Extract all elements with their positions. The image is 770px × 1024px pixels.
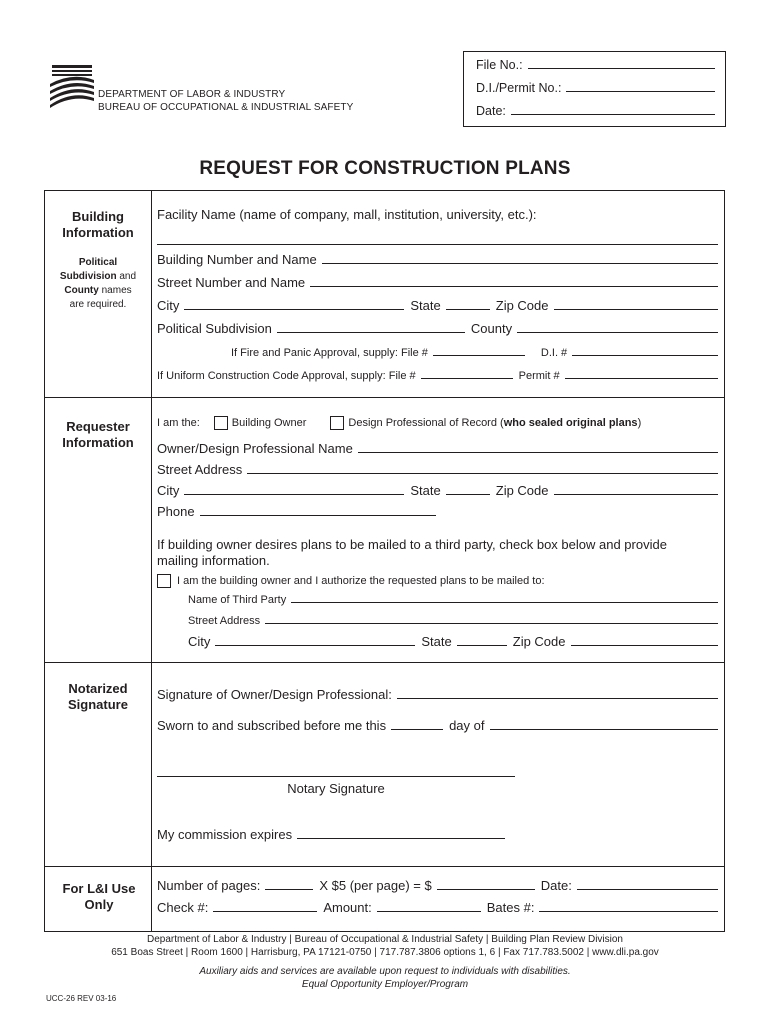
third-party-name-label: Name of Third Party [188, 594, 287, 606]
county-label: County [470, 321, 513, 336]
ucc-row[interactable] [157, 370, 718, 382]
requester-section-label: Requester Information [62, 419, 134, 450]
state-label: State [410, 483, 441, 498]
permit-label: Permit # [518, 370, 560, 382]
authorize-checkbox[interactable] [157, 574, 171, 588]
notary-signature-line[interactable] [157, 776, 515, 777]
note-political: Political [78, 257, 118, 268]
street-number-label: Street Number and Name [157, 275, 306, 290]
agency-name [98, 88, 353, 114]
check-amount-row[interactable] [157, 900, 718, 915]
political-county-row[interactable] [157, 321, 718, 336]
street-address-label: Street Address [157, 462, 243, 477]
design-professional-checkbox[interactable] [330, 416, 344, 430]
day-of-label: day of [449, 718, 485, 733]
file-number-box [463, 51, 726, 127]
street-number-field[interactable] [157, 275, 718, 290]
building-number-label: Building Number and Name [157, 252, 317, 267]
city-label: City [188, 634, 211, 649]
note-subdivision: Subdivision [59, 271, 117, 282]
request-form [44, 190, 725, 932]
fire-panic-row[interactable] [231, 347, 718, 359]
city-label: City [157, 298, 180, 313]
date-field[interactable] [476, 104, 715, 118]
owner-name-field[interactable] [157, 441, 718, 456]
building-number-field[interactable] [157, 252, 718, 267]
agency-line-2: BUREAU OF OCCUPATIONAL & INDUSTRIAL SAFETY [98, 102, 354, 113]
owner-signature-field[interactable] [157, 687, 718, 702]
form-title: REQUEST FOR CONSTRUCTION PLANS [199, 158, 571, 179]
owner-name-label: Owner/Design Professional Name [157, 441, 353, 456]
building-section-note [45, 256, 151, 312]
di-label: D.I. # [540, 347, 568, 359]
facility-name-label: Facility Name (name of company, mall, institution, university, etc.): [157, 207, 537, 222]
zip-label: Zip Code [512, 634, 566, 649]
note-names: names [101, 285, 132, 296]
permit-no-label: D.I./Permit No.: [476, 81, 562, 95]
section-divider [45, 866, 724, 867]
office-date-label: Date: [540, 878, 572, 893]
fee-label: X $5 (per page) = $ [319, 878, 432, 893]
building-section-label: Building Information [62, 209, 134, 240]
amount-label: Amount: [323, 900, 372, 915]
office-use-section-label: For L&I Use Only [62, 881, 136, 912]
i-am-label: I am the: [157, 417, 200, 429]
zip-label: Zip Code [495, 298, 549, 313]
section-divider [45, 662, 724, 663]
building-owner-checkbox[interactable] [214, 416, 228, 430]
check-label: Check #: [157, 900, 209, 915]
authorize-label: I am the building owner and I authorize the requested plans to be mailed to: [177, 575, 545, 587]
designer-option-prefix: Design Professional of Record ( [348, 417, 504, 429]
commission-label: My commission expires [157, 827, 293, 842]
column-divider [151, 191, 152, 931]
file-no-field[interactable] [476, 58, 715, 72]
bates-label: Bates #: [486, 900, 535, 915]
agency-line-1: DEPARTMENT OF LABOR & INDUSTRY [98, 89, 286, 100]
third-party-city-state-zip[interactable] [188, 634, 718, 649]
authorize-row [157, 573, 718, 587]
note-county: County [64, 285, 99, 296]
designer-option-bold: who sealed original plans [503, 417, 638, 429]
pages-fee-row[interactable] [157, 878, 718, 893]
state-label: State [410, 298, 441, 313]
owner-signature-label: Signature of Owner/Design Professional: [157, 687, 392, 702]
third-party-instructions: If building owner desires plans to be mailed to a third party, check box below and provide mailing information. [157, 537, 667, 568]
keystone-logo [48, 62, 96, 110]
footer-line-2: 651 Boas Street | Room 1600 | Harrisburg, PA 17121-0750 | 717.787.3806 options 1, 6 | Fax 717.783.5002 | www.dli.pa.gov [111, 947, 659, 958]
political-subdivision-label: Political Subdivision [157, 321, 272, 336]
file-no-label: File No.: [476, 58, 523, 72]
facility-name-label-row [157, 207, 718, 222]
commission-field[interactable] [157, 827, 511, 842]
note-required: are required. [69, 299, 127, 310]
i-am-row [157, 415, 718, 429]
building-owner-option: Building Owner [231, 417, 307, 429]
notary-section-label: Notarized Signature [68, 681, 128, 712]
zip-label: Zip Code [495, 483, 549, 498]
footer-line-1: Department of Labor & Industry | Bureau of Occupational & Industrial Safety | Building Plan Review Division [147, 934, 623, 945]
form-number: UCC-26 REV 03-16 [46, 994, 117, 1003]
notary-signature-label: Notary Signature [287, 781, 385, 796]
permit-no-field[interactable] [476, 81, 715, 95]
third-party-street-label: Street Address [188, 615, 261, 627]
requester-city-state-zip[interactable] [157, 483, 718, 498]
footer-line-4: Equal Opportunity Employer/Program [301, 979, 469, 990]
building-city-state-zip[interactable] [157, 298, 718, 313]
requester-street-field[interactable] [157, 462, 718, 477]
phone-field[interactable] [157, 504, 442, 519]
footer-line-3: Auxiliary aids and services are available upon request to individuals with disabilities. [199, 966, 571, 977]
section-divider [45, 397, 724, 398]
sworn-row[interactable] [157, 718, 718, 733]
state-label: State [421, 634, 452, 649]
pages-label: Number of pages: [157, 878, 261, 893]
sworn-label: Sworn to and subscribed before me this [157, 718, 387, 733]
designer-option-suffix: ) [637, 417, 642, 429]
date-label: Date: [476, 104, 506, 118]
city-label: City [157, 483, 180, 498]
ucc-label: If Uniform Construction Code Approval, supply: File # [157, 370, 416, 382]
third-party-street-field[interactable] [188, 615, 718, 627]
third-party-name-field[interactable] [188, 594, 718, 606]
fire-panic-label: If Fire and Panic Approval, supply: File # [231, 347, 428, 359]
phone-label: Phone [157, 504, 195, 519]
note-and: and [119, 271, 137, 282]
facility-name-field[interactable] [157, 244, 718, 245]
